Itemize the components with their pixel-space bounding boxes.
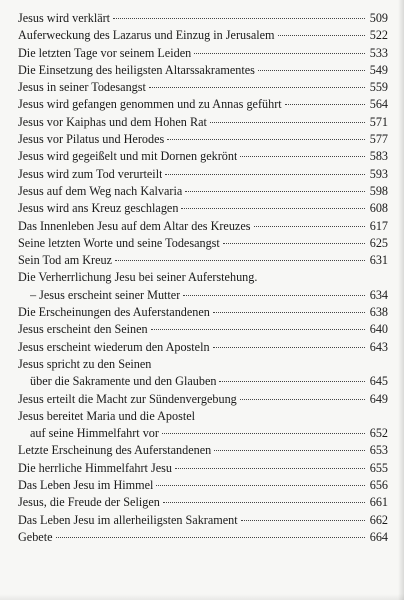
dot-leader bbox=[183, 295, 365, 296]
toc-page-number: 608 bbox=[369, 201, 388, 216]
toc-entry-line bbox=[18, 45, 388, 62]
dot-leader bbox=[210, 122, 365, 123]
toc-entry bbox=[18, 252, 388, 269]
toc-entry-line bbox=[18, 425, 388, 442]
toc-entry-title: Jesus in seiner Todesangst bbox=[18, 80, 146, 95]
toc-page-number: 662 bbox=[369, 512, 388, 527]
toc-entry-title: Sein Tod am Kreuz bbox=[18, 253, 113, 268]
toc-entry-title: Jesus auf dem Weg nach Kalvaria bbox=[18, 183, 183, 198]
dot-leader bbox=[214, 450, 365, 451]
toc-entry-line bbox=[18, 148, 388, 165]
dot-leader bbox=[219, 381, 365, 382]
toc-entry bbox=[18, 321, 388, 338]
toc-page-number: 598 bbox=[369, 183, 388, 198]
toc-entry-line bbox=[18, 512, 388, 529]
toc-entry-line bbox=[18, 114, 388, 131]
dot-leader bbox=[181, 208, 365, 209]
toc-entry bbox=[18, 304, 388, 321]
toc-page-number: 549 bbox=[369, 62, 388, 77]
toc-entry-line bbox=[18, 96, 388, 113]
toc-entry-title: Jesus wird zum Tod verurteilt bbox=[18, 166, 163, 181]
dot-leader bbox=[113, 18, 365, 19]
dot-leader bbox=[240, 399, 365, 400]
toc-entry bbox=[18, 477, 388, 494]
dot-leader bbox=[115, 260, 365, 261]
dot-leader bbox=[156, 485, 365, 486]
toc-entry-title: Jesus wird gefangen genommen und zu Annas geführt bbox=[18, 97, 282, 112]
dot-leader bbox=[240, 156, 365, 157]
toc-entry-title: Jesus wird gegeißelt und mit Dornen gekrönt bbox=[18, 149, 238, 164]
dot-leader bbox=[254, 226, 366, 227]
toc-page-number: 664 bbox=[369, 529, 388, 544]
dot-leader bbox=[185, 191, 365, 192]
toc-page-number: 509 bbox=[369, 11, 388, 25]
toc-entry bbox=[18, 96, 388, 113]
toc-page-number: 638 bbox=[369, 305, 388, 320]
toc-page-number: 653 bbox=[369, 443, 388, 458]
toc-entry bbox=[18, 166, 388, 183]
toc-entry bbox=[18, 148, 388, 165]
toc-page-number: 522 bbox=[369, 28, 388, 43]
dot-leader bbox=[149, 87, 365, 88]
toc-entry-title: Das Leben Jesu im Himmel bbox=[18, 478, 154, 493]
toc-entry-title: Seine letzten Worte und seine Todesangst bbox=[18, 235, 220, 250]
toc-page-number: 564 bbox=[369, 97, 388, 112]
toc-entry bbox=[18, 235, 388, 252]
toc-entry bbox=[18, 494, 388, 511]
toc-entry-line bbox=[18, 391, 388, 408]
toc-page-number: 634 bbox=[369, 287, 388, 302]
dot-leader bbox=[213, 312, 365, 313]
toc-page-number: 625 bbox=[369, 235, 388, 250]
toc-entry-line bbox=[18, 200, 388, 217]
toc-entry-line bbox=[18, 304, 388, 321]
toc-entry bbox=[18, 391, 388, 408]
dot-leader bbox=[278, 35, 365, 36]
toc-entry-title: Das Innenleben Jesu auf dem Altar des Kreuzes bbox=[18, 218, 251, 233]
dot-leader bbox=[162, 433, 365, 434]
toc-page-number: 656 bbox=[369, 478, 388, 493]
toc-page-number: 617 bbox=[369, 218, 388, 233]
toc-entry-title: Jesus erscheint wiederum den Aposteln bbox=[18, 339, 210, 354]
toc-entry-title: Jesus erteilt die Macht zur Sündenvergebung bbox=[18, 391, 237, 406]
dot-leader bbox=[151, 329, 365, 330]
toc-entry-title: Jesus, die Freude der Seligen bbox=[18, 495, 160, 510]
toc-entry-title: Die herrliche Himmelfahrt Jesu bbox=[18, 460, 172, 475]
toc-page-number: 559 bbox=[369, 80, 388, 95]
toc-entry-line bbox=[18, 460, 388, 477]
dot-leader bbox=[213, 347, 365, 348]
toc-entry-title-line: Jesus bereitet Maria und die Apostel bbox=[18, 408, 196, 423]
toc-entry-title: Gebete bbox=[18, 529, 53, 544]
toc-entry-title: Letzte Erscheinung des Auferstandenen bbox=[18, 443, 212, 458]
toc-entry bbox=[18, 10, 388, 27]
dot-leader bbox=[167, 139, 365, 140]
toc-entry-line bbox=[18, 62, 388, 79]
toc-entry-title: Jesus wird verklärt bbox=[18, 11, 111, 25]
toc-entry-line bbox=[18, 252, 388, 269]
dot-leader bbox=[165, 174, 365, 175]
toc-entry bbox=[18, 114, 388, 131]
toc-entry-line bbox=[18, 27, 388, 44]
toc-entry-title: Jesus erscheint den Seinen bbox=[18, 322, 148, 337]
toc-page-number: 661 bbox=[369, 495, 388, 510]
toc-page-number: 533 bbox=[369, 45, 388, 60]
toc-entry bbox=[18, 512, 388, 529]
toc-entry-line bbox=[18, 166, 388, 183]
toc-entry-line bbox=[18, 235, 388, 252]
toc-page-number: 645 bbox=[369, 374, 388, 389]
toc-entry-line bbox=[18, 10, 388, 27]
dot-leader bbox=[163, 502, 365, 503]
toc-entry bbox=[18, 408, 388, 443]
toc-entry-line bbox=[18, 287, 388, 304]
toc-entry bbox=[18, 460, 388, 477]
toc-page-number: 577 bbox=[369, 132, 388, 147]
dot-leader bbox=[241, 520, 365, 521]
toc-entry-title: Jesus wird ans Kreuz geschlagen bbox=[18, 201, 179, 216]
toc-entry-line bbox=[18, 339, 388, 356]
toc-entry-line bbox=[18, 494, 388, 511]
toc-entry-title-line: Die Verherrlichung Jesu bei seiner Auferstehung. bbox=[18, 270, 258, 285]
toc-page-number: 571 bbox=[369, 114, 388, 129]
dot-leader bbox=[258, 70, 365, 71]
toc-entry bbox=[18, 27, 388, 44]
dot-leader bbox=[56, 537, 365, 538]
toc-entry-line bbox=[18, 373, 388, 390]
toc-entry-line bbox=[18, 79, 388, 96]
toc-entry bbox=[18, 45, 388, 62]
toc-entry-title: – Jesus erscheint seiner Mutter bbox=[30, 287, 181, 302]
toc-entry-line bbox=[18, 477, 388, 494]
toc-entry bbox=[18, 529, 388, 546]
page-edge-shadow bbox=[398, 0, 404, 600]
toc-entry-line bbox=[18, 218, 388, 235]
toc-page-number: 649 bbox=[369, 391, 388, 406]
toc-entry bbox=[18, 131, 388, 148]
toc-page-number: 655 bbox=[369, 460, 388, 475]
toc-entry bbox=[18, 442, 388, 459]
toc-entry-title: Auferweckung des Lazarus und Einzug in Jerusalem bbox=[18, 28, 275, 43]
page-bottom-shadow bbox=[0, 594, 404, 600]
toc-entry-line bbox=[18, 131, 388, 148]
toc-entry-title: Jesus vor Kaiphas und dem Hohen Rat bbox=[18, 114, 207, 129]
toc-page-number: 593 bbox=[369, 166, 388, 181]
toc-entry bbox=[18, 339, 388, 356]
dot-leader bbox=[223, 243, 365, 244]
toc-page-number: 643 bbox=[369, 339, 388, 354]
toc-entry bbox=[18, 356, 388, 391]
toc-page-number: 583 bbox=[369, 149, 388, 164]
toc-entry-line bbox=[18, 529, 388, 546]
toc-entry bbox=[18, 200, 388, 217]
toc-page-number: 640 bbox=[369, 322, 388, 337]
toc-entry bbox=[18, 269, 388, 304]
toc-entry bbox=[18, 218, 388, 235]
toc-entry bbox=[18, 183, 388, 200]
table-of-contents bbox=[18, 10, 388, 546]
toc-page-number: 631 bbox=[369, 253, 388, 268]
toc-entry-title: über die Sakramente und den Glauben bbox=[30, 374, 217, 389]
toc-entry bbox=[18, 79, 388, 96]
toc-entry-line bbox=[18, 321, 388, 338]
dot-leader bbox=[175, 468, 365, 469]
toc-entry-title: auf seine Himmelfahrt vor bbox=[30, 426, 159, 441]
toc-entry-title: Jesus vor Pilatus und Herodes bbox=[18, 132, 165, 147]
toc-entry-title: Die Erscheinungen des Auferstandenen bbox=[18, 305, 210, 320]
toc-entry-title: Das Leben Jesu im allerheiligsten Sakrament bbox=[18, 512, 238, 527]
toc-entry-line bbox=[18, 183, 388, 200]
toc-entry-title: Die Einsetzung des heiligsten Altarssakramentes bbox=[18, 62, 255, 77]
toc-entry-title-line: Jesus spricht zu den Seinen bbox=[18, 356, 152, 371]
toc-entry-line bbox=[18, 442, 388, 459]
toc-entry bbox=[18, 62, 388, 79]
dot-leader bbox=[285, 104, 365, 105]
toc-page-number: 652 bbox=[369, 426, 388, 441]
toc-entry-title: Die letzten Tage vor seinem Leiden bbox=[18, 45, 192, 60]
dot-leader bbox=[194, 53, 365, 54]
